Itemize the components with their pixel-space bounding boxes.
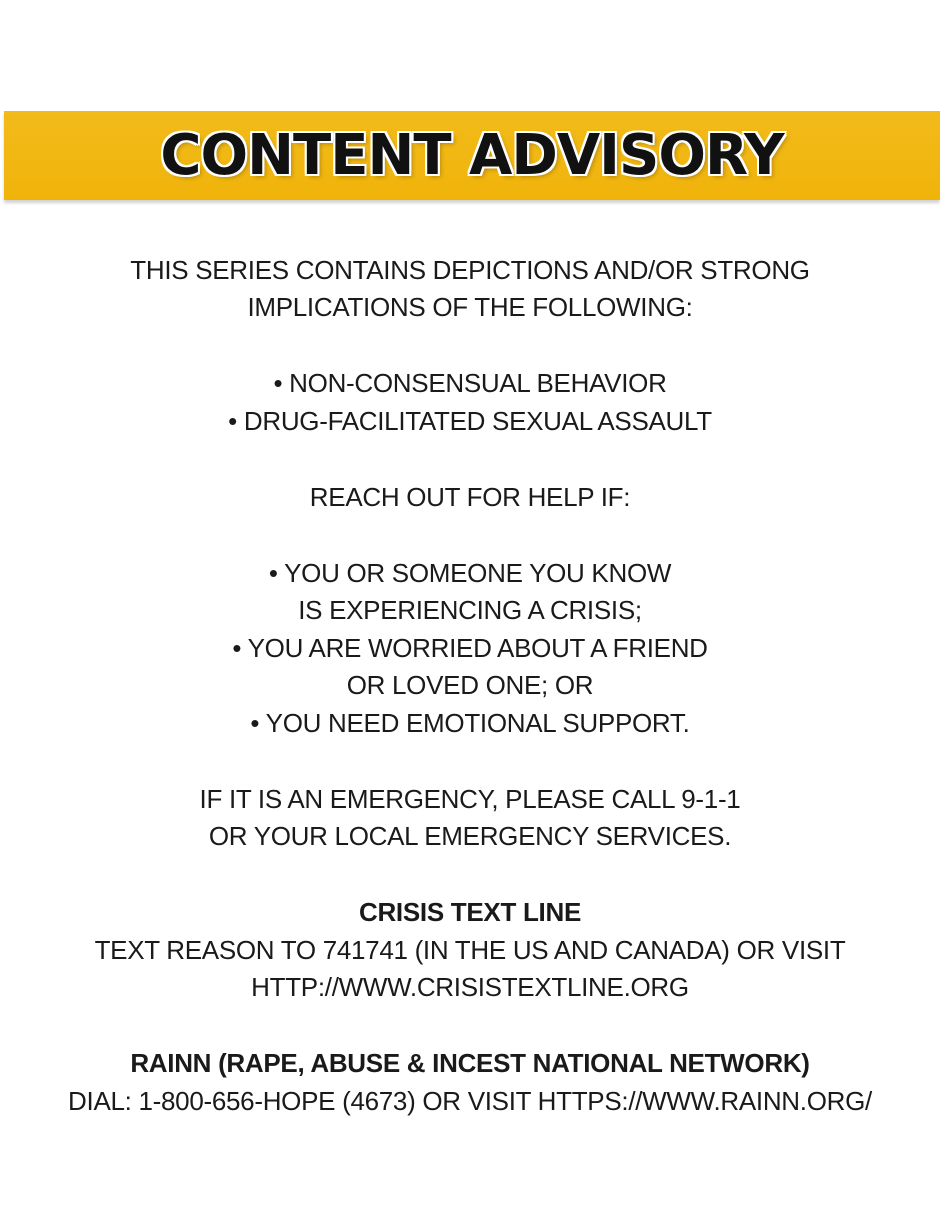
rainn-info: DIAL: 1-800-656-HOPE (4673) OR VISIT HTTPS://WWW.RAINN.ORG/ — [68, 1086, 872, 1116]
crisis-text-line-info: TEXT REASON TO 741741 (IN THE US AND CANADA) OR VISIT — [94, 935, 846, 965]
emergency-line-2: OR YOUR LOCAL EMERGENCY SERVICES. — [208, 821, 732, 851]
emergency-line-1: IF IT IS AN EMERGENCY, PLEASE CALL 9-1-1 — [199, 784, 741, 814]
topic-item: • NON-CONSENSUAL BEHAVIOR — [273, 368, 667, 398]
help-line: • YOU NEED EMOTIONAL SUPPORT. — [250, 708, 690, 738]
help-line: OR LOVED ONE; OR — [346, 670, 594, 700]
topic-item: • DRUG-FACILITATED SEXUAL ASSAULT — [228, 406, 712, 436]
crisis-text-line-url: HTTP://WWW.CRISISTEXTLINE.ORG — [251, 972, 689, 1002]
help-line: IS EXPERIENCING A CRISIS; — [298, 595, 642, 625]
help-line: • YOU ARE WORRIED ABOUT A FRIEND — [232, 633, 708, 663]
help-heading: REACH OUT FOR HELP IF: — [309, 482, 631, 512]
advisory-banner — [4, 111, 940, 200]
intro-line-2: IMPLICATIONS OF THE FOLLOWING: — [247, 292, 693, 322]
help-line: • YOU OR SOMEONE YOU KNOW — [268, 558, 672, 588]
crisis-text-line-title: CRISIS TEXT LINE — [358, 897, 581, 927]
banner-title: CONTENT ADVISORY — [160, 123, 784, 188]
rainn-title: RAINN (RAPE, ABUSE & INCEST NATIONAL NETWORK) — [130, 1048, 810, 1078]
intro-line-1: THIS SERIES CONTAINS DEPICTIONS AND/OR STRONG — [130, 255, 810, 285]
